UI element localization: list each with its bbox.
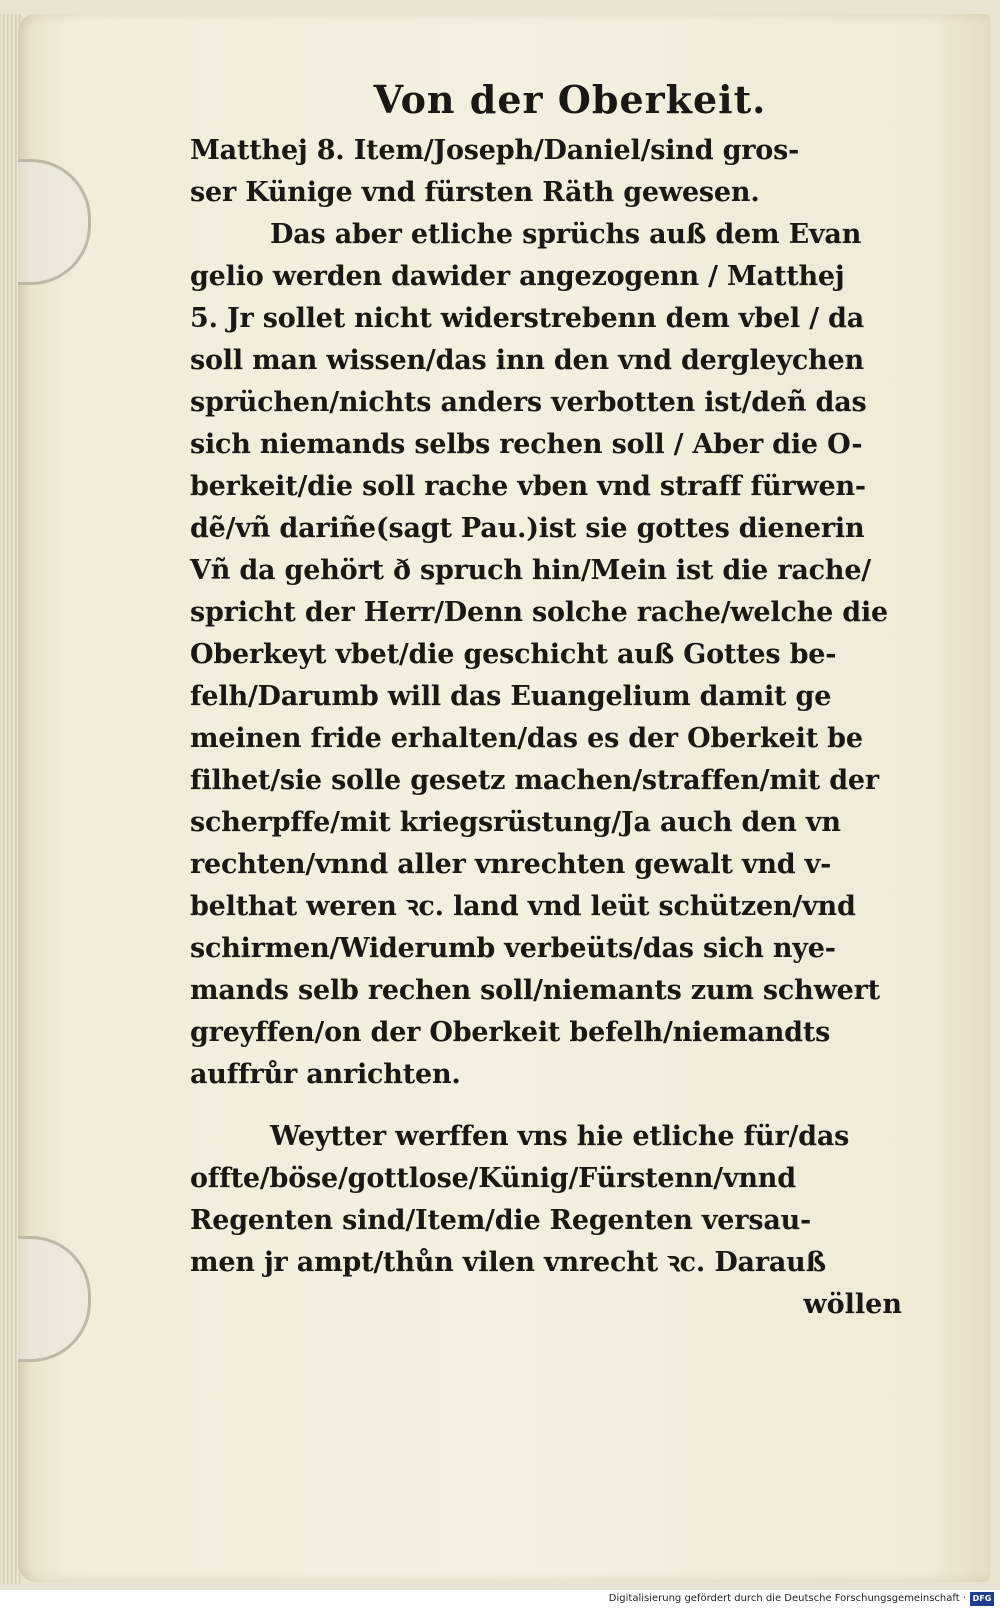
text-line: greyffen/on der Oberkeit befelh/niemandts — [190, 1017, 831, 1048]
text-line: filhet/sie solle gesetz machen/straffen/mit der — [190, 765, 879, 796]
text-line: sich niemands selbs rechen soll / Aber die O- — [190, 429, 863, 460]
text-line: ser Künige vnd fürsten Räth gewesen. — [190, 177, 760, 208]
text-line: belthat weren ꝛc. land vnd leüt schützen/vnd — [190, 891, 856, 922]
paragraph-gap — [190, 1096, 910, 1116]
text-line: schirmen/Widerumb verbeüts/das sich nye- — [190, 933, 836, 964]
text-line: Matthej 8. Item/Joseph/Daniel/sind gros- — [190, 135, 800, 166]
page-text-block — [190, 76, 910, 1326]
text-line: sprüchen/nichts anders verbotten ist/deñ das — [190, 387, 867, 418]
text-line: 5. Jr sollet nicht widerstrebenn dem vbel / da — [190, 303, 865, 334]
text-line: auffrůr anrichten. — [190, 1059, 461, 1090]
text-line: offte/böse/gottlose/Künig/Fürstenn/vnnd — [190, 1163, 796, 1194]
clasp-bottom — [18, 1236, 91, 1362]
text-line: mands selb rechen soll/niemants zum schwert — [190, 975, 880, 1006]
footer-credit: Digitalisierung gefördert durch die Deutsche Forschungsgemeinschaft · — [608, 1593, 966, 1604]
text-lines — [190, 130, 910, 1284]
text-line: berkeit/die soll rache vben vnd straff fürwen- — [190, 471, 866, 502]
dfg-logo: DFG — [970, 1592, 994, 1606]
catchword: wöllen — [803, 1289, 902, 1320]
text-line: meinen fride erhalten/das es der Oberkeit be — [190, 723, 863, 754]
text-line: gelio werden dawider angezogenn / Matthej — [190, 261, 845, 292]
text-line: dẽ/vñ dariñe(sagt Pau.)ist sie gottes dienerin — [190, 513, 865, 544]
text-line: Regenten sind/Item/die Regenten versau- — [190, 1205, 812, 1236]
text-line: felh/Darumb will das Euangelium damit ge — [190, 681, 832, 712]
text-line: Vñ da gehört ð spruch hin/Mein ist die rache/ — [190, 555, 871, 586]
clasp-top — [18, 159, 91, 285]
text-line: rechten/vnnd aller vnrechten gewalt vnd v- — [190, 849, 832, 880]
text-line: spricht der Herr/Denn solche rache/welche die — [190, 597, 889, 628]
text-line: men jr ampt/thůn vilen vnrecht ꝛc. Darauß — [190, 1247, 826, 1278]
running-head: Von der Oberkeit. — [373, 77, 767, 122]
text-line: Das aber etliche sprüchs auß dem Evan — [270, 219, 862, 250]
text-line: Oberkeyt vbet/die geschicht auß Gottes be- — [190, 639, 837, 670]
text-line: Weytter werffen vns hie etliche für/das — [270, 1121, 850, 1152]
text-line: scherpffe/mit kriegsrüstung/Ja auch den vn — [190, 807, 841, 838]
text-line: soll man wissen/das inn den vnd dergleychen — [190, 345, 864, 376]
